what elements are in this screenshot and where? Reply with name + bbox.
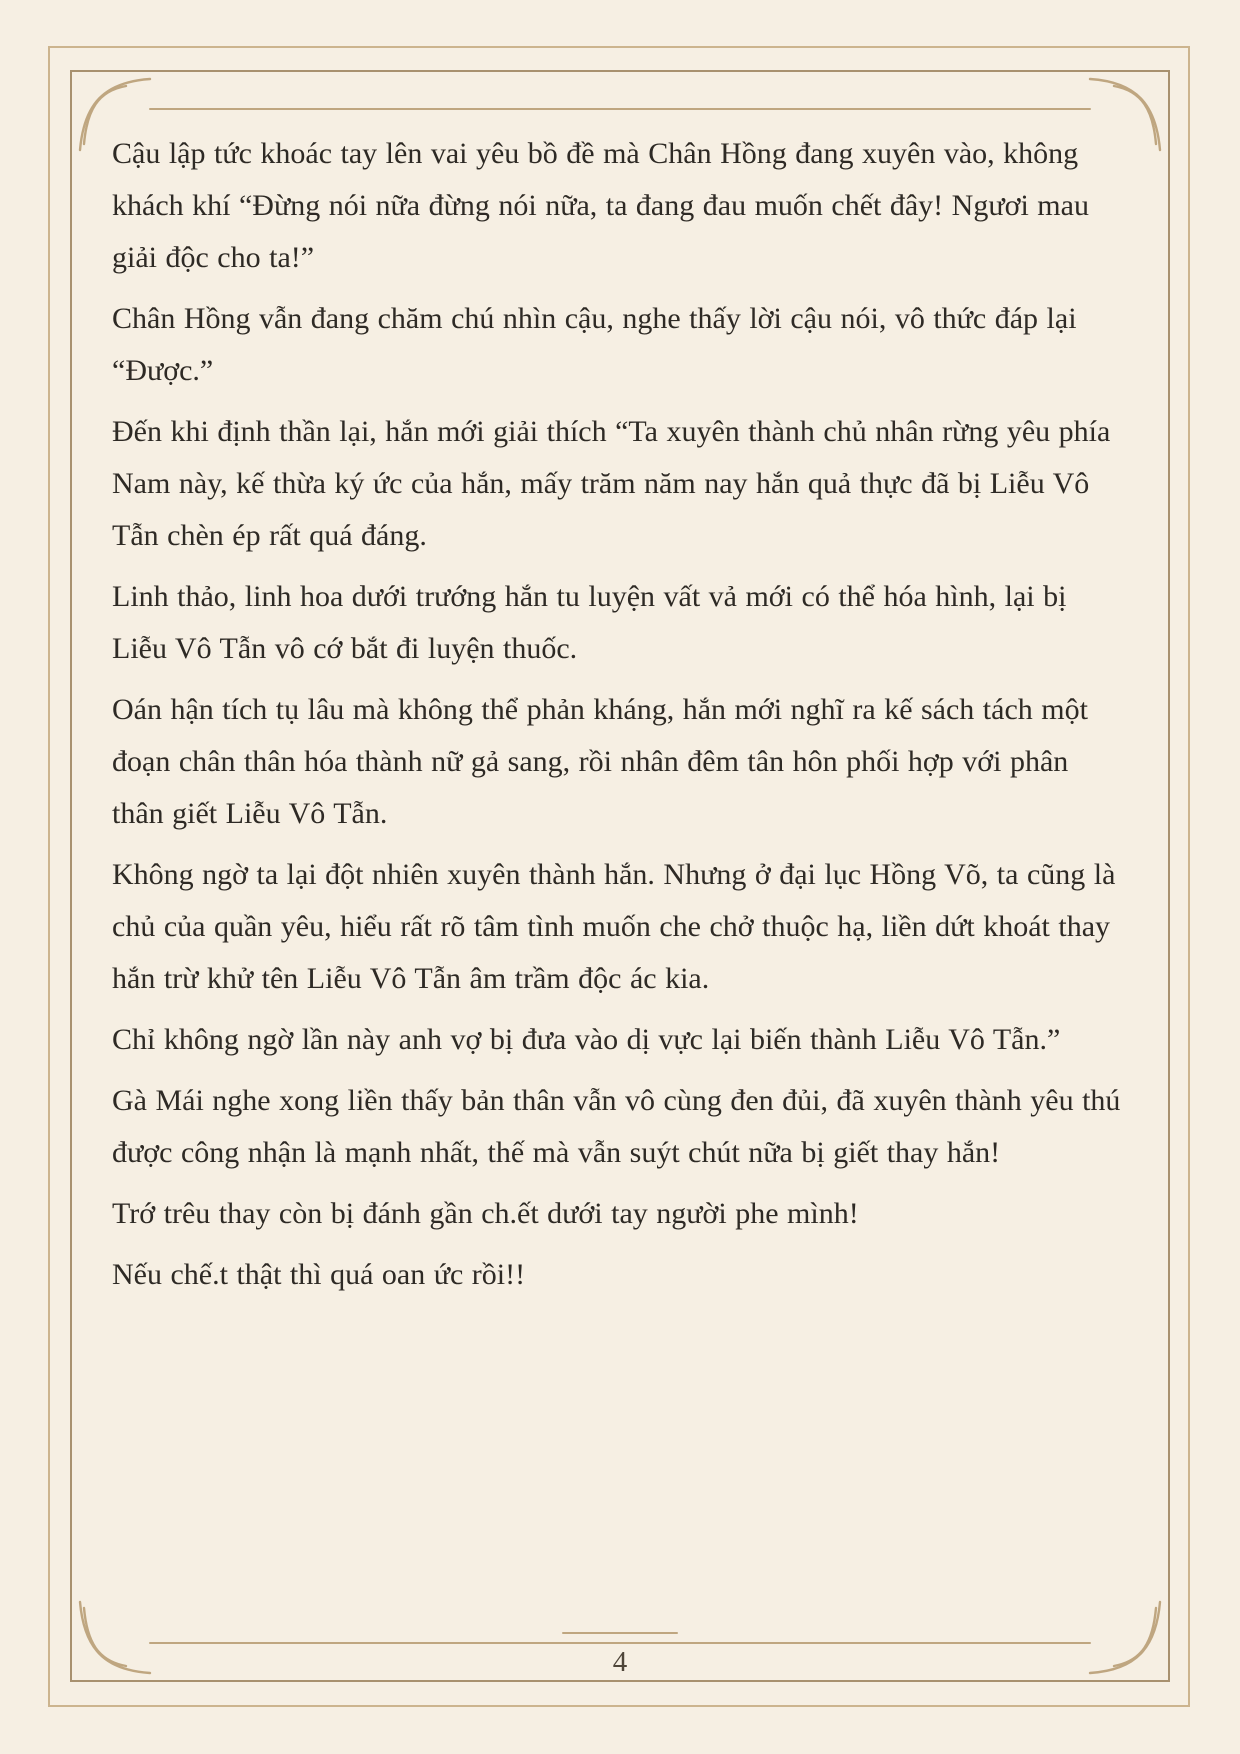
paragraphs (112, 128, 1124, 1301)
paragraph: Nếu chế.t thật thì quá oan ức rồi!! (112, 1258, 526, 1291)
paragraph: Không ngờ ta lại đột nhiên xuyên thành hắn. Nhưng ở đại lục Hồng Võ, ta cũng là chủ của quần yêu, hiểu rất rõ tâm tình muốn che chở thuộc hạ, liền dứt khoát thay hắn trừ khử tên Liễu Vô Tẫn âm trầm độc ác kia. (112, 858, 1116, 995)
paragraph: Gà Mái nghe xong liền thấy bản thân vẫn vô cùng đen đủi, đã xuyên thành yêu thú được công nhận là mạnh nhất, thế mà vẫn suýt chút nữa bị giết thay hắn! (112, 1084, 1121, 1169)
paragraph: Trớ trêu thay còn bị đánh gần ch.ết dưới tay người phe mình! (112, 1197, 859, 1230)
paragraph: Đến khi định thần lại, hắn mới giải thích “Ta xuyên thành chủ nhân rừng yêu phía Nam này, kế thừa ký ức của hắn, mấy trăm năm nay hắn quả thực đã bị Liễu Vô Tẫn chèn ép rất quá đáng. (112, 415, 1111, 552)
paragraph: Linh thảo, linh hoa dưới trướng hắn tu luyện vất vả mới có thể hóa hình, lại bị Liễu Vô Tẫn vô cớ bắt đi luyện thuốc. (112, 580, 1067, 665)
paragraph: Chỉ không ngờ lần này anh vợ bị đưa vào dị vực lại biến thành Liễu Vô Tẫn.” (112, 1023, 1061, 1056)
paragraph: Chân Hồng vẫn đang chăm chú nhìn cậu, nghe thấy lời cậu nói, vô thức đáp lại “Được.” (112, 302, 1077, 387)
page-number: 4 (612, 1646, 628, 1678)
paragraph: Cậu lập tức khoác tay lên vai yêu bồ đề mà Chân Hồng đang xuyên vào, không khách khí “Đừng nói nữa đừng nói nữa, ta đang đau muốn chết đây! Ngươi mau giải độc cho ta!” (112, 137, 1089, 274)
paragraph: Oán hận tích tụ lâu mà không thể phản kháng, hắn mới nghĩ ra kế sách tách một đoạn chân thân hóa thành nữ gả sang, rồi nhân đêm tân hôn phối hợp với phân thân giết Liễu Vô Tẫn. (112, 693, 1088, 830)
page-content (112, 128, 1124, 1310)
